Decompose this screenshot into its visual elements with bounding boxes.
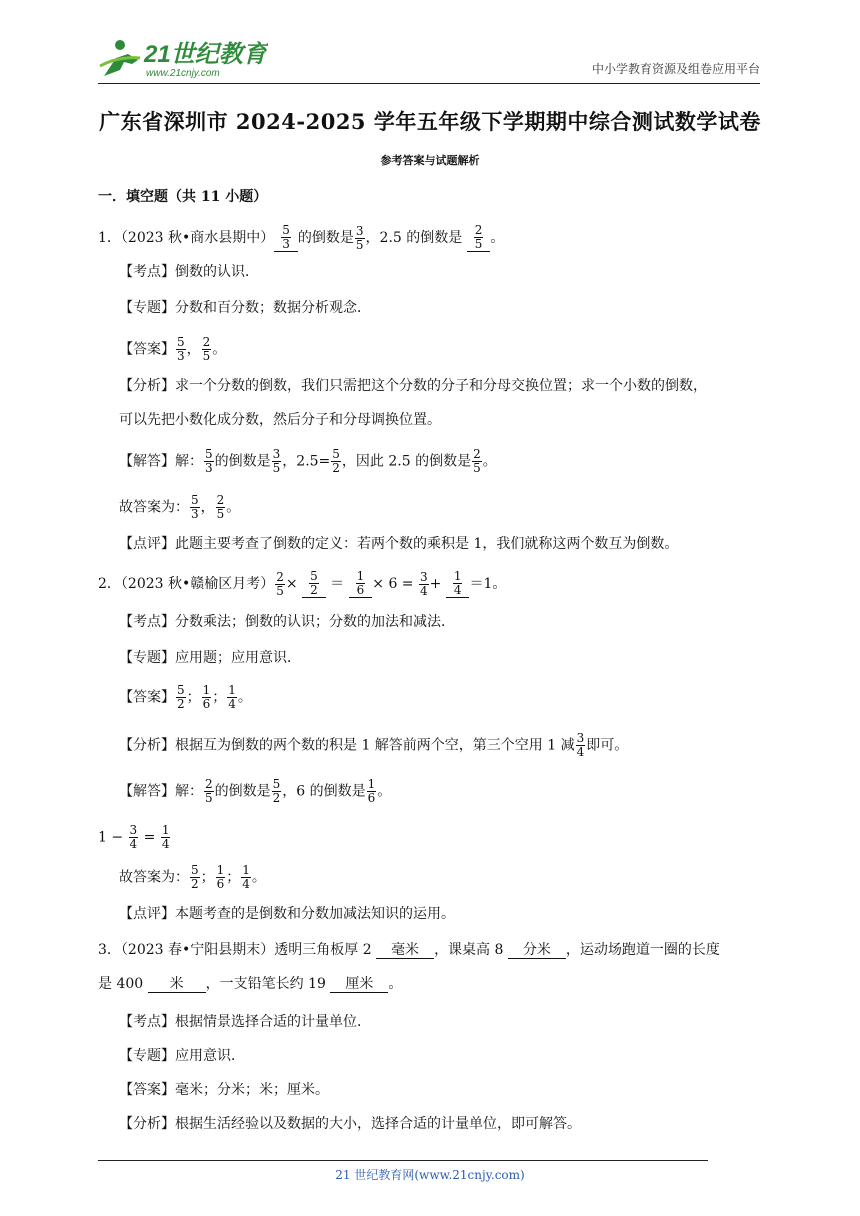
footer-link[interactable]: 21 世纪教育网(www.21cnjy.com) [335,1168,525,1182]
q1-zhuanti: 【专题】分数和百分数；数据分析观念． [119,300,371,316]
q1-solution: 【解答】解： $\frac{5}{3}$ 的倒数是 $\frac{3}{5}$ ，2.5= $\frac{5}{2}$ ，因此 2.5 的倒数是 $\frac{2}{5}$ 。 [119,447,497,475]
page-subtitle: 参考答案与试题解析 [380,154,480,167]
q2-blank-1: $\frac{5}{2}$ [302,570,326,598]
q2-final-answer: 故答案为： $\frac{5}{2}$ ； $\frac{1}{6}$ ； $\frac{1}{4}$ 。 [119,863,266,891]
q1-answer: 【答案】 $\frac{5}{3}$ ， $\frac{2}{5}$ 。 [119,335,227,363]
q3-stem-2: 是 400 米 ，一支铅笔长约 19 厘米 。 [98,976,403,992]
q3-kaodian: 【考点】根据情景选择合适的计量单位． [119,1014,371,1030]
q1-kaodian: 【考点】倒数的认识． [119,264,259,280]
q1-analysis-1: 【分析】求一个分数的倒数，我们只需把这个分数的分子和分母交换位置；求一个小数的倒数， [119,378,707,394]
q2-solution: 【解答】解： $\frac{2}{5}$ 的倒数是 $\frac{5}{2}$ ，6 的倒数是 $\frac{1}{6}$ 。 [119,777,392,805]
q2-kaodian: 【考点】分数乘法；倒数的认识；分数的加法和减法． [119,614,455,630]
q2-stem: 2．（2023 秋•赣榆区月考） $\frac{2}{5}$ × $\frac{5}{2}$ ＝ $\frac{1}{6}$ × 6 = $\frac{3}{4}$ + $\frac{1}{4}$ ＝1。 [98,569,507,598]
page-header [98,34,760,84]
q3-answer: 【答案】毫米；分米；米；厘米。 [119,1082,329,1098]
header-divider [98,83,760,84]
q2-calculation: 1 − $\frac{3}{4}$ = $\frac{1}{4}$ [98,823,170,851]
q1-analysis-2: 可以先把小数化成分数，然后分子和分母调换位置。 [119,412,441,428]
q2-blank-2: $\frac{1}{6}$ [349,570,373,598]
q3-stem-1: 3．（2023 春•宁阳县期末）透明三角板厚 2 毫米 ，课桌高 8 分米 ，运动场跑道一圈的长度 [98,942,720,958]
q2-zhuanti: 【专题】应用题；应用意识． [119,650,301,666]
page-title: 广东省深圳市 2024-2025 学年五年级下学期期中综合测试数学试卷 [99,109,761,134]
q3-analysis: 【分析】根据生活经验以及数据的大小，选择合适的计量单位，即可解答。 [119,1116,581,1132]
q2-blank-3: $\frac{1}{4}$ [446,570,470,598]
q3-blank-3: 米 [148,976,206,993]
platform-label: 中小学教育资源及组卷应用平台 [591,62,760,76]
q3-zhuanti: 【专题】应用意识． [119,1048,245,1064]
logo-21cnjy-icon [98,36,268,80]
q3-blank-1: 毫米 [376,942,434,959]
q1-blank-2: $\frac{2}{5}$ [467,224,491,252]
footer-divider [98,1160,708,1161]
q1-final-answer: 故答案为： $\frac{5}{3}$ ， $\frac{2}{5}$ 。 [119,493,241,521]
logo-text: 21世纪教育 [144,41,267,68]
q2-answer: 【答案】 $\frac{5}{2}$ ； $\frac{1}{6}$ ； $\frac{1}{4}$ 。 [119,683,252,711]
q2-comment: 【点评】本题考查的是倒数和分数加减法知识的运用。 [119,906,455,922]
q1-stem: 1．（2023 秋•商水县期中） $\frac{5}{3}$ 的倒数是 $\frac{3}{5}$ ，2.5 的倒数是 $\frac{2}{5}$ 。 [98,223,505,252]
q1-blank-1: $\frac{5}{3}$ [274,224,298,252]
section-heading: 一．填空题（共 11 小题） [98,189,268,205]
q1-comment: 【点评】此题主要考查了倒数的定义：若两个数的乘积是 1，我们就称这两个数互为倒数。 [119,536,679,552]
logo-url: www.21cnjy.com [146,68,220,79]
q2-analysis: 【分析】根据互为倒数的两个数的积是 1 解答前两个空，第三个空用 1 减 $\frac{3}{4}$ 即可。 [119,731,629,759]
q3-blank-2: 分米 [508,942,566,959]
q3-blank-4: 厘米 [330,976,388,993]
